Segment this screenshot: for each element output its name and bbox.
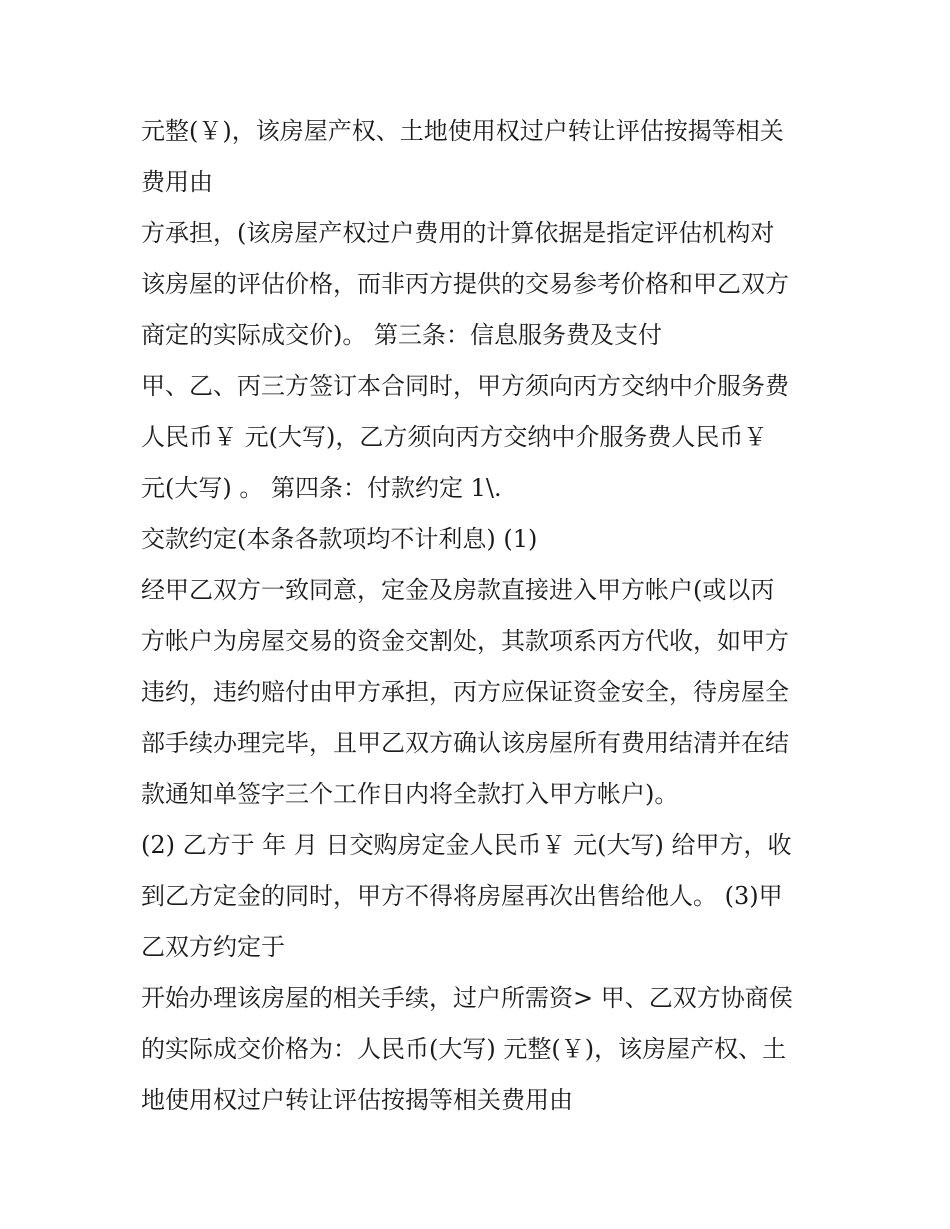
text-line: 元(大写) 。 第四条：付款约定 1\. bbox=[141, 474, 502, 502]
text-line: 人民币￥ 元(大写)，乙方须向丙方交纳中介服务费人民币￥ bbox=[141, 423, 768, 451]
text-line: 款通知单签字三个工作日内将全款打入甲方帐户)。 bbox=[141, 780, 679, 808]
text-line: 地使用权过户转让评估按揭等相关费用由 bbox=[141, 1086, 573, 1114]
text-line: 违约，违约赔付由甲方承担，丙方应保证资金安全，待房屋全 bbox=[141, 678, 789, 706]
text-line: 该房屋的评估价格，而非丙方提供的交易参考价格和甲乙双方 bbox=[141, 270, 789, 298]
text-line: 甲、乙、丙三方签订本合同时，甲方须向丙方交纳中介服务费 bbox=[141, 372, 789, 400]
text-line: 到乙方定金的同时，甲方不得将房屋再次出售给他人。 (3)甲 bbox=[141, 882, 783, 910]
text-line: 乙双方约定于 bbox=[141, 933, 285, 961]
contract-text-body bbox=[141, 106, 831, 1126]
text-line: 部手续办理完毕，且甲乙双方确认该房屋所有费用结清并在结 bbox=[141, 729, 789, 757]
text-line: (2) 乙方于 年 月 日交购房定金人民币￥ 元(大写) 给甲方，收 bbox=[141, 831, 792, 859]
text-line: 经甲乙双方一致同意，定金及房款直接进入甲方帐户(或以丙 bbox=[141, 576, 775, 604]
text-line: 的实际成交价格为：人民币(大写) 元整(￥)，该房屋产权、土 bbox=[141, 1035, 787, 1063]
text-line: 方帐户为房屋交易的资金交割处，其款项系丙方代收，如甲方 bbox=[141, 627, 789, 655]
text-line: 开始办理该房屋的相关手续，过户所需资> 甲、乙双方协商侯 bbox=[141, 984, 793, 1012]
text-line: 元整(￥)，该房屋产权、土地使用权过户转让评估按揭等相关 bbox=[141, 117, 784, 145]
text-line: 方承担，(该房屋产权过户费用的计算依据是指定评估机构对 bbox=[141, 219, 775, 247]
text-line: 商定的实际成交价)。 第三条：信息服务费及支付 bbox=[141, 321, 662, 349]
text-line: 交款约定(本条各款项均不计利息) (1) bbox=[141, 525, 538, 553]
text-line: 费用由 bbox=[141, 168, 213, 196]
